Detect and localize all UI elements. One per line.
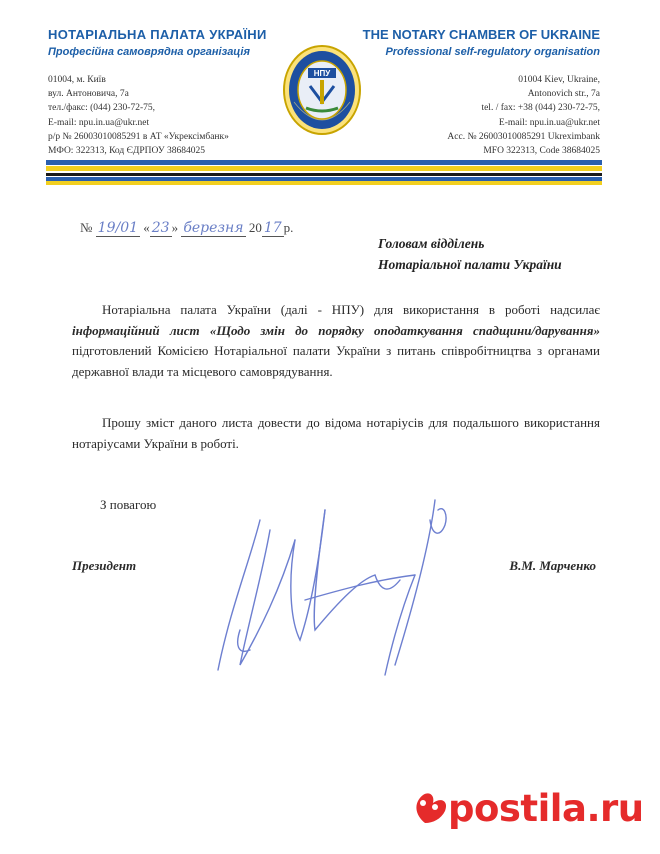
ref-year-end: р.	[283, 220, 294, 235]
body-paragraph-1	[72, 300, 600, 382]
address-line: Antonovich str., 7a	[527, 89, 600, 100]
header-title-en: THE NOTARY CHAMBER OF UKRAINE	[362, 27, 600, 42]
body-p2-text: Прошу зміст даного листа довести до відома нотаріусів для подальшого використання нотаріусами України в роботі.	[72, 415, 600, 451]
address-line: E-mail: npu.in.ua@ukr.net	[498, 117, 600, 128]
header-subtitle-en: Professional self-regulatory organisation	[385, 46, 600, 58]
addressee-line-2: Нотаріальної палати України	[378, 257, 562, 272]
address-line: MFO 322313, Code 38684025	[483, 146, 600, 157]
ref-day-close: »	[171, 220, 179, 235]
header-subtitle-uk: Професійна самоврядна організація	[48, 46, 250, 58]
header-stripe-yellow	[46, 166, 602, 171]
address-line: тел./факс: (044) 230-72-75,	[48, 103, 156, 114]
body-paragraph-2	[72, 413, 600, 454]
ref-day-open: «	[143, 220, 150, 235]
address-line: вул. Антоновича, 7а	[48, 89, 129, 100]
signature-icon	[200, 480, 490, 680]
address-line: р/р № 26003010085291 в АТ «Укрексімбанк»	[48, 131, 229, 142]
body-p1-start: Нотаріальна палата України (далі - НПУ) для використання в роботі надсилає	[102, 302, 600, 317]
address-line: МФО: 322313, Код ЄДРПОУ 38684025	[48, 146, 205, 157]
address-line: 01004, м. Київ	[48, 75, 106, 85]
address-line: tel. / fax: +38 (044) 230-72-75,	[481, 103, 600, 114]
address-block-uk	[48, 73, 278, 158]
body-p1-end: підготовлений Комісією Нотаріальної палати України з питань співробітництва з органами державної влади та місцевого самоврядування.	[72, 343, 600, 379]
header-title-uk: НОТАРІАЛЬНА ПАЛАТА УКРАЇНИ	[48, 27, 267, 42]
ref-number: 19/01	[97, 220, 139, 236]
ref-no-label: №	[80, 220, 93, 235]
signer-name: В.М. Марченко	[509, 558, 596, 573]
ref-month: березня	[183, 220, 244, 236]
address-line: Acc. № 26003010085291 Ukreximbank	[447, 131, 600, 142]
ref-day: 23	[151, 220, 170, 236]
addressee	[378, 233, 562, 275]
notary-chamber-emblem-icon	[280, 42, 364, 138]
emblem-label: НПУ	[313, 69, 331, 78]
closing-regards: З повагою	[100, 497, 157, 512]
body-p1-emphasis: інформаційний лист «Щодо змін до порядку оподаткування спадщини/дарування»	[72, 322, 600, 338]
header-stripe-yellow-lower	[46, 181, 602, 185]
header-divider	[46, 173, 602, 176]
header-stripe-blue	[46, 160, 602, 165]
ref-year-suffix: 17	[263, 220, 282, 236]
watermark-text: postila.ru	[448, 787, 644, 830]
ref-year-prefix: 20	[248, 220, 262, 235]
address-line: E-mail: npu.in.ua@ukr.net	[48, 117, 150, 128]
address-block-en	[360, 73, 600, 158]
signer-position: Президент	[72, 558, 137, 573]
address-line: 01004 Kiev, Ukraine,	[518, 75, 600, 85]
addressee-line-1: Головам відділень	[378, 236, 485, 251]
reference-line	[80, 220, 293, 236]
